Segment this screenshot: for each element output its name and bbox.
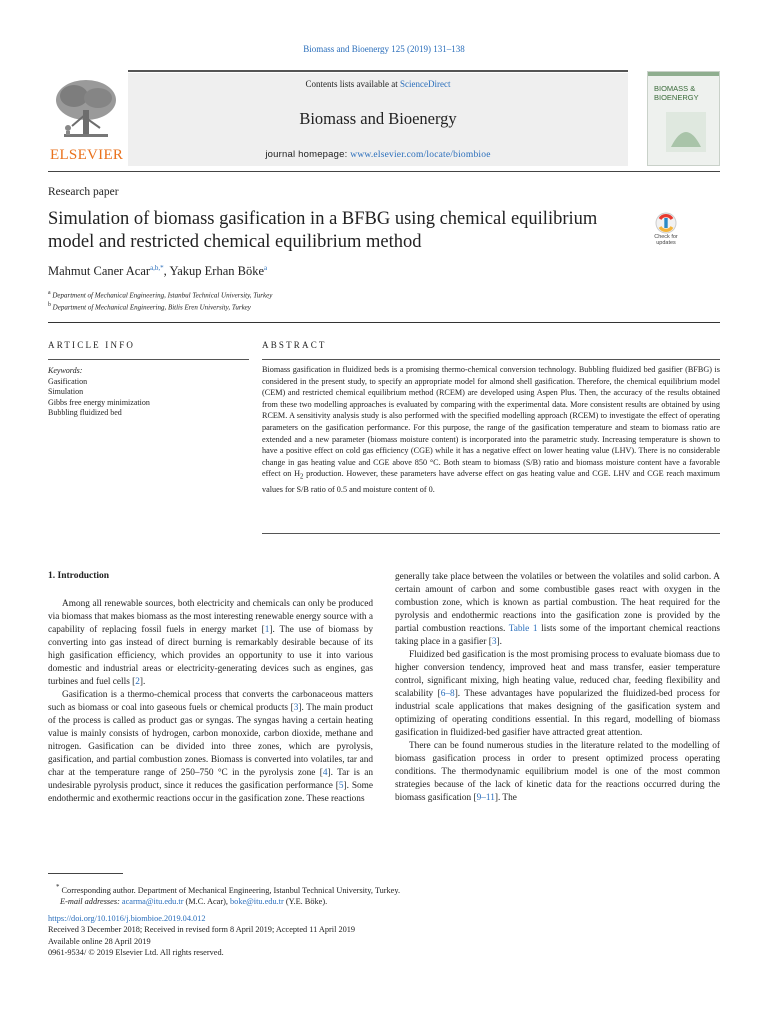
reference-link[interactable]: 1: [264, 625, 270, 635]
contents-prefix: Contents lists available at: [305, 79, 400, 89]
author-1-affil-marks[interactable]: a,b,*: [150, 264, 164, 272]
keywords-label: Keywords:: [48, 366, 83, 375]
journal-cover-thumbnail[interactable]: [647, 71, 720, 166]
keyword-item: Gibbs free energy minimization: [48, 397, 150, 407]
abstract-body: [262, 364, 720, 495]
article-info-heading: ARTICLE INFO: [48, 340, 136, 350]
header-bottom-rule: [48, 171, 720, 172]
contents-line: [128, 79, 628, 89]
author-list: [48, 264, 267, 279]
email-label: E-mail addresses:: [60, 897, 122, 907]
sciencedirect-link[interactable]: ScienceDirect: [400, 79, 451, 89]
email-line: E-mail addresses: acarma@itu.edu.tr (M.C. Acar), boke@itu.edu.tr (Y.E. Böke).: [60, 897, 328, 907]
affiliation-a-mark: a: [48, 290, 51, 296]
footnote-star: *: [56, 884, 60, 891]
left-text-column: [48, 598, 373, 806]
introduction-heading: 1. Introduction: [48, 571, 110, 581]
abstract-rule: [262, 359, 720, 360]
h2-subscript: 2: [300, 473, 304, 481]
email-link-boke[interactable]: boke@itu.edu.tr: [230, 897, 284, 907]
cover-band: [648, 72, 719, 76]
intro-paragraph-3: Fluidized bed gasification is the most promising process to evaluate biomass due to higher conversion tendency, improved heat and mass transfer, easier temperature control, significant mixing, high heating value, reduced char, feeding flexibility and scalability [6–8]. These advantages have popularized the fluidized-bed process for industrial scale applications that makes designing of the gasification system and optimizing of operating conditions essential. In this regard, modelling of biomass gasification in fluidized-bed gasifier have attracted great attention.: [395, 650, 720, 738]
affiliation-a: [48, 288, 272, 300]
affiliation-a-text: Department of Mechanical Engineering, Istanbul Technical University, Turkey: [50, 291, 273, 300]
reference-link[interactable]: 2: [135, 677, 140, 687]
author-1-name[interactable]: Mahmut Caner Acar: [48, 264, 151, 279]
reference-link[interactable]: 4: [322, 768, 328, 778]
abstract-paragraph: Biomass gasification in fluidized beds is a promising thermo-chemical conversion technology. Bubbling fluidized bed gasifier (BFBG) is considered in the present study, to specify an appropriate model for almond shell gasification. Therefore, the chemical equilibrium model (CEM) and restricted chemical equilibrium method (RCEM) are developed using Aspen Plus. Then, the accuracy of the results obtained from these two modelling approaches is evaluated by comparing with the experimental data. More consistent results are obtained by using RCEM. A sensitivity analysis study is also performed with the specified modelling approach (RCEM) to investigate the effect of operating parameters on the gasification performance. For this purpose, the range of the gasification temperature and steam to biomass ratio are extended and a new parameter (biomass moisture content) is incorporated into the parametric study. Increasing temperature is shown to have a positive effect on cold gas efficiency (CGE) while it has a negative effect on lower heating value (LHV). There is no considerable change in gas heating value and CGE above 850 °C. Both steam to biomass (S/B) ratio and biomass moisture content have a favorable effect on $H_2$ production. However, these parameters have adverse effect on gas heating value and CGE. LHV and CGE reach maximum values for S/B ratio of 0.5 and moisture content of 0.: [262, 365, 720, 494]
article-type: Research paper: [48, 186, 119, 198]
author-separator: ,: [163, 264, 170, 279]
affiliations: [48, 288, 272, 313]
author-2-name[interactable]: Yakup Erhan Böke: [169, 264, 265, 279]
keywords-block: [48, 366, 150, 419]
article-title: Simulation of biomass gasification in a BFBG using chemical equilibrium model and restricted chemical equilibrium method: [48, 209, 598, 252]
available-online-date: Available online 28 April 2019: [48, 936, 151, 946]
elsevier-tree-logo: [50, 74, 122, 146]
doi-link[interactable]: https://doi.org/10.1016/j.biombioe.2019.04.012: [48, 913, 206, 923]
cover-title-line-1: BIOMASS &: [654, 84, 696, 93]
abstract-bottom-rule: [262, 533, 720, 534]
author-2-affil-mark[interactable]: a: [264, 264, 268, 272]
keyword-item: Simulation: [48, 387, 84, 396]
journal-name: Biomass and Bioenergy: [299, 109, 457, 128]
cover-title-line-2: BIOENERGY: [654, 93, 699, 102]
table-1-link[interactable]: Table 1: [508, 624, 538, 634]
footnote-block: [48, 882, 688, 959]
reference-link[interactable]: 3: [293, 703, 299, 713]
crossmark-label: [646, 234, 686, 246]
cover-art-image: [666, 112, 706, 152]
section-rule: [48, 322, 720, 323]
intro-paragraph-2-continued: generally take place between the volatiles or between the volatiles and solid carbon. A certain amount of carbon and some combustible gases react with oxygen in the combustion zone, which is known as partial combustion. The heat required for the pyrolysis and endothermic reactions into the gasification zone is provided by the partial combustion reactions. Table 1 lists some of the important chemical reactions taking place in a gasifier [3].: [395, 572, 720, 647]
cover-title: [654, 84, 716, 102]
journal-homepage: [128, 149, 628, 160]
footnote-rule: [48, 873, 123, 874]
affiliation-b-text: Department of Mechanical Engineering, Bitlis Eren University, Turkey: [50, 303, 251, 312]
journal-citation-link[interactable]: Biomass and Bioenergy 125 (2019) 131–138: [303, 44, 465, 54]
homepage-label: journal homepage:: [265, 149, 351, 160]
reference-link[interactable]: 3: [491, 637, 497, 647]
right-text-column: [395, 571, 720, 805]
email-link-acar[interactable]: acarma@itu.edu.tr: [121, 897, 184, 907]
crossmark-label-line-2: updates: [656, 240, 676, 246]
elsevier-wordmark: ELSEVIER: [50, 147, 124, 163]
corresponding-author-note: * Corresponding author. Department of Mechanical Engineering, Istanbul Technical University, Turkey.: [56, 884, 401, 895]
reference-link[interactable]: 6–8: [440, 689, 455, 699]
keyword-item: Bubbling fluidized bed: [48, 408, 122, 417]
header-top-rule: [128, 70, 628, 72]
received-dates: Received 3 December 2018; Received in revised form 8 April 2019; Accepted 11 April 2019: [48, 925, 356, 935]
affiliation-b-mark: b: [48, 302, 51, 309]
intro-paragraph-1: Among all renewable sources, both electricity and chemicals can only be produced via biomass that makes biomass as the most interesting renewable energy source with a capability of replacing fossil fuels in energy market [1]. The use of biomass by converting into gas instead of direct burning is remarkably desirable because of its high gasification efficiency, which provides an opportunity to use it into various domestic and industrial areas or electricity-generating devices such as engines, gas turbines and fuel cells [2].: [48, 599, 373, 687]
reference-link[interactable]: 5: [338, 781, 344, 791]
abstract-heading: ABSTRACT: [262, 340, 327, 350]
crossmark-label-line-1: Check for: [654, 234, 678, 240]
reference-link[interactable]: 9–11: [476, 793, 495, 803]
intro-paragraph-2: Gasification is a thermo-chemical process that converts the carbonaceous matters such as biomass or coal into gaseous fuels or chemical products [3]. The main product of the process is called as product gas or syngas. The syngas having a certain heating value is mainly consists of hydrogen, carbon monoxide, carbon dioxide, methane and nitrogen. Gasification can be divided into three zones, which are pyrolysis, gasification, and partial combustion zones. Biomass is converted into volatiles, tar and char at the temperature range of 250–750 °C in the pyrolysis zone [4]. Tar is an undesirable pyrolysis product, since it reduces the gasification performance [5]. Some endothermic and exothermic reactions occur in the gasification zone. These reactions: [48, 690, 374, 804]
copyright-line: 0961-9534/ © 2019 Elsevier Ltd. All rights reserved.: [48, 948, 224, 958]
intro-paragraph-4: There can be found numerous studies in the literature related to the modelling of biomass gasification process in order to present optimized process operating conditions. The thermodynamic equilibrium model is one of the most common strategies because of the lack of kinetic data for the reactions occurred during the biomass gasification [9–11]. The: [395, 741, 720, 803]
homepage-link[interactable]: www.elsevier.com/locate/biombioe: [350, 150, 491, 160]
affiliation-b: [48, 300, 272, 312]
corresponding-star[interactable]: *: [160, 264, 164, 272]
article-info-rule: [48, 359, 249, 360]
keyword-item: Gasification: [48, 376, 88, 386]
